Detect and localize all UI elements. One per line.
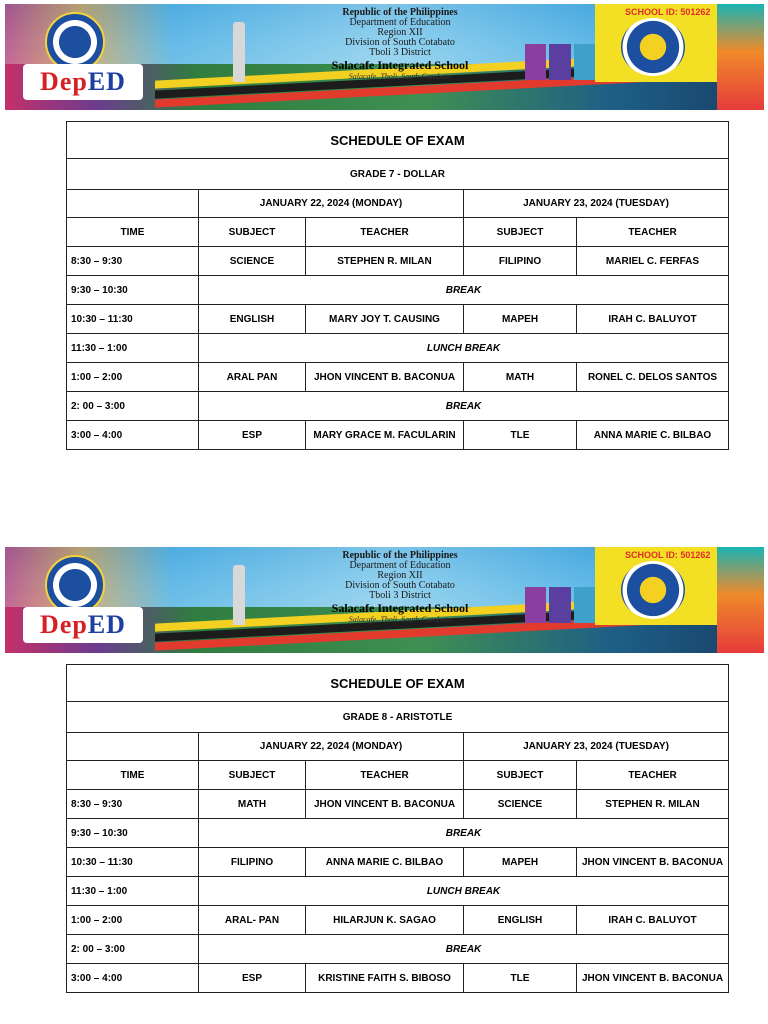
teacher-cell: MARIEL C. FERFAS — [577, 247, 729, 276]
time-cell: 9:30 – 10:30 — [67, 819, 199, 848]
school-id: SCHOOL ID: 501262 — [625, 550, 711, 560]
logo-word-b: ED — [87, 610, 126, 639]
day2-header: JANUARY 23, 2024 (TUESDAY) — [464, 733, 729, 761]
day1-header: JANUARY 22, 2024 (MONDAY) — [199, 190, 464, 218]
teacher-cell: STEPHEN R. MILAN — [306, 247, 464, 276]
subject-cell: SCIENCE — [199, 247, 306, 276]
table-row — [67, 305, 729, 334]
school-name: Salacafe Integrated School — [331, 601, 469, 615]
break-cell: BREAK — [199, 392, 729, 421]
deped-logo — [23, 64, 143, 100]
time-cell: 2: 00 – 3:00 — [67, 935, 199, 964]
teacher-cell: IRAH C. BALUYOT — [577, 906, 729, 935]
time-cell: 1:00 – 2:00 — [67, 906, 199, 935]
division-line: Division of South Cotabato — [345, 580, 455, 591]
tower-landmark — [233, 565, 245, 625]
exam-schedule-table — [66, 121, 729, 450]
table-row — [67, 848, 729, 877]
col-teacher: TEACHER — [577, 761, 729, 790]
subject-cell: FILIPINO — [464, 247, 577, 276]
grade-section: GRADE 8 - ARISTOTLE — [67, 702, 729, 733]
teacher-cell: JHON VINCENT B. BACONUA — [306, 363, 464, 392]
district-line: Tboli 3 District — [369, 47, 431, 58]
subject-cell: ARAL- PAN — [199, 906, 306, 935]
break-cell: LUNCH BREAK — [199, 334, 729, 363]
teacher-cell: MARY GRACE M. FACULARIN — [306, 421, 464, 450]
break-cell: BREAK — [199, 276, 729, 305]
teacher-cell: IRAH C. BALUYOT — [577, 305, 729, 334]
day2-header: JANUARY 23, 2024 (TUESDAY) — [464, 190, 729, 218]
department-line: Department of Education — [349, 560, 451, 571]
subject-cell: MATH — [199, 790, 306, 819]
grade-section: GRADE 7 - DOLLAR — [67, 159, 729, 190]
subject-cell: TLE — [464, 964, 577, 993]
col-subject: SUBJECT — [464, 218, 577, 247]
department-line: Department of Education — [349, 17, 451, 28]
header-text — [275, 551, 525, 625]
col-teacher: TEACHER — [306, 218, 464, 247]
banner-flags — [525, 44, 595, 80]
teacher-cell: ANNA MARIE C. BILBAO — [306, 848, 464, 877]
table-row — [67, 906, 729, 935]
break-cell: LUNCH BREAK — [199, 877, 729, 906]
teacher-cell: MARY JOY T. CAUSING — [306, 305, 464, 334]
time-cell: 2: 00 – 3:00 — [67, 392, 199, 421]
teacher-cell: JHON VINCENT B. BACONUA — [577, 848, 729, 877]
table-row — [67, 276, 729, 305]
col-subject: SUBJECT — [464, 761, 577, 790]
subject-cell: ESP — [199, 421, 306, 450]
teacher-cell: ANNA MARIE C. BILBAO — [577, 421, 729, 450]
school-header-banner — [5, 547, 764, 653]
district-line: Tboli 3 District — [369, 590, 431, 601]
logo-word-a: Dep — [40, 67, 88, 96]
subject-cell: ENGLISH — [199, 305, 306, 334]
col-time: TIME — [67, 218, 199, 247]
subject-cell: MAPEH — [464, 305, 577, 334]
exam-schedule-table — [66, 664, 729, 993]
col-subject: SUBJECT — [199, 218, 306, 247]
subject-cell: ESP — [199, 964, 306, 993]
school-seal-icon — [621, 561, 685, 619]
time-cell: 10:30 – 11:30 — [67, 305, 199, 334]
region-line: Region XII — [377, 570, 423, 581]
time-cell: 8:30 – 9:30 — [67, 790, 199, 819]
deped-logo — [23, 607, 143, 643]
time-cell: 11:30 – 1:00 — [67, 877, 199, 906]
logo-word-b: ED — [87, 67, 126, 96]
tower-landmark — [233, 22, 245, 82]
subject-cell: SCIENCE — [464, 790, 577, 819]
division-line: Division of South Cotabato — [345, 37, 455, 48]
subject-cell: ENGLISH — [464, 906, 577, 935]
table-row — [67, 421, 729, 450]
break-cell: BREAK — [199, 935, 729, 964]
republic-line: Republic of the Philippines — [342, 550, 458, 561]
school-seal-icon — [621, 18, 685, 76]
day1-header: JANUARY 22, 2024 (MONDAY) — [199, 733, 464, 761]
teacher-cell: JHON VINCENT B. BACONUA — [577, 964, 729, 993]
subject-cell: TLE — [464, 421, 577, 450]
table-row — [67, 247, 729, 276]
empty-cell — [67, 733, 199, 761]
subject-cell: FILIPINO — [199, 848, 306, 877]
break-cell: BREAK — [199, 819, 729, 848]
subject-cell: ARAL PAN — [199, 363, 306, 392]
banner-right-decoration — [717, 547, 764, 653]
col-time: TIME — [67, 761, 199, 790]
subject-cell: MAPEH — [464, 848, 577, 877]
col-subject: SUBJECT — [199, 761, 306, 790]
teacher-cell: STEPHEN R. MILAN — [577, 790, 729, 819]
table-row — [67, 334, 729, 363]
deped-seal-icon — [45, 12, 105, 72]
table-row — [67, 964, 729, 993]
header-text — [275, 8, 525, 82]
time-cell: 9:30 – 10:30 — [67, 276, 199, 305]
school-id: SCHOOL ID: 501262 — [625, 7, 711, 17]
table-row — [67, 392, 729, 421]
time-cell: 11:30 – 1:00 — [67, 334, 199, 363]
banner-flags — [525, 587, 595, 623]
school-place: Salacafe, Tboli, South Cotabato — [348, 72, 452, 81]
school-place: Salacafe, Tboli, South Cotabato — [348, 615, 452, 624]
teacher-cell: HILARJUN K. SAGAO — [306, 906, 464, 935]
schedule-title: SCHEDULE OF EXAM — [67, 122, 729, 159]
republic-line: Republic of the Philippines — [342, 7, 458, 18]
time-cell: 1:00 – 2:00 — [67, 363, 199, 392]
table-row — [67, 363, 729, 392]
schedule-title: SCHEDULE OF EXAM — [67, 665, 729, 702]
col-teacher: TEACHER — [306, 761, 464, 790]
school-header-banner — [5, 4, 764, 110]
table-row — [67, 790, 729, 819]
time-cell: 3:00 – 4:00 — [67, 421, 199, 450]
teacher-cell: KRISTINE FAITH S. BIBOSO — [306, 964, 464, 993]
school-name: Salacafe Integrated School — [331, 58, 469, 72]
table-row — [67, 877, 729, 906]
deped-seal-icon — [45, 555, 105, 615]
time-cell: 8:30 – 9:30 — [67, 247, 199, 276]
teacher-cell: RONEL C. DELOS SANTOS — [577, 363, 729, 392]
time-cell: 10:30 – 11:30 — [67, 848, 199, 877]
table-row — [67, 935, 729, 964]
region-line: Region XII — [377, 27, 423, 38]
subject-cell: MATH — [464, 363, 577, 392]
empty-cell — [67, 190, 199, 218]
col-teacher: TEACHER — [577, 218, 729, 247]
logo-word-a: Dep — [40, 610, 88, 639]
time-cell: 3:00 – 4:00 — [67, 964, 199, 993]
teacher-cell: JHON VINCENT B. BACONUA — [306, 790, 464, 819]
table-row — [67, 819, 729, 848]
banner-right-decoration — [717, 4, 764, 110]
